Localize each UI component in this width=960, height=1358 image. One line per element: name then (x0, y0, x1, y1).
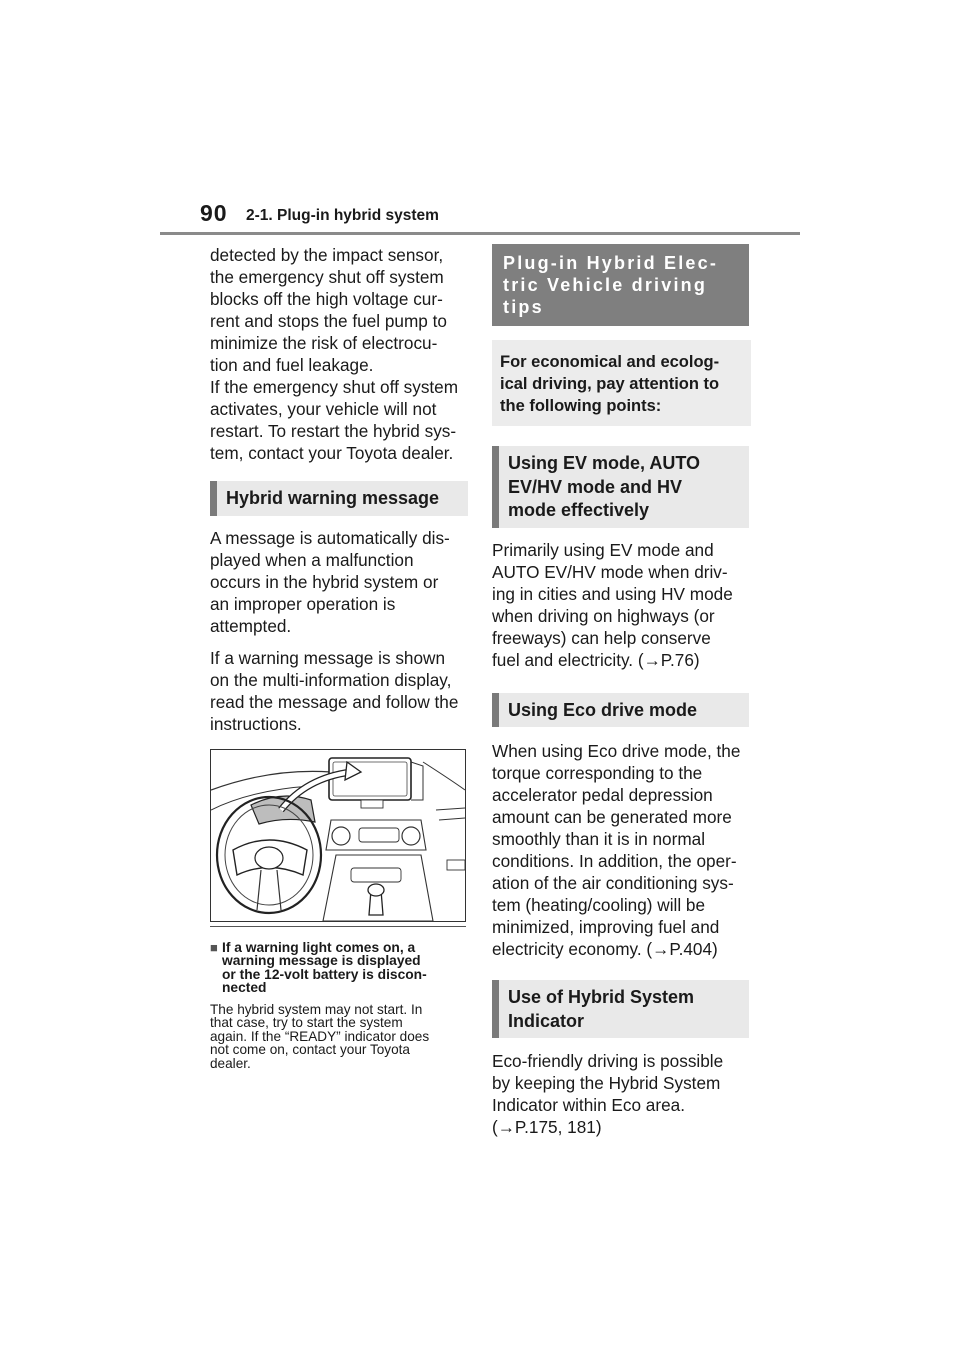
warning-paragraph-1: A message is automatically dis- played when a malfunction occurs in the hybrid system or an improper operation is attempted. (210, 527, 450, 636)
dashboard-drawing (211, 750, 465, 921)
note-heading (210, 941, 472, 995)
right-column (492, 244, 754, 1138)
note-body: The hybrid system may not start. In that case, try to start the system again. If the “READY” indicator does not come on, contact your Toyota dealer. (210, 1001, 430, 1071)
note-title: If a warning light comes on, a warning message is displayed or the 12-volt battery is discon- nected (222, 939, 427, 995)
intro-paragraph-1: detected by the impact sensor, the emergency shut off system blocks off the high voltage cur- rent and stops the fuel pump to minimize the risk of electrocu- tion and fuel leakage. (210, 245, 447, 375)
square-bullet-icon: ■ (210, 939, 218, 955)
header-divider (160, 232, 800, 235)
page-number: 90 (200, 200, 228, 226)
left-column (210, 244, 472, 1070)
section-heading-ev-mode: Using EV mode, AUTO EV/HV mode and HV mode effectively (492, 446, 749, 528)
dashboard-illustration (210, 749, 466, 922)
eco-drive-paragraph: When using Eco drive mode, the torque corresponding to the accelerator pedal depression amount can be generated more smoothly than it is in normal conditions. In addition, the oper- ation of the air conditioning sys- tem (heating/cooling) will be minimized, improving fuel and electricity economy. (→P.404) (492, 741, 741, 959)
driving-tips-lead: For economical and ecolog- ical driving, pay attention to the following points: (492, 340, 751, 426)
section-heading-hybrid-warning: Hybrid warning message (210, 481, 468, 516)
chapter-title: 2-1. Plug-in hybrid system (246, 207, 439, 224)
hybrid-indicator-paragraph: Eco-friendly driving is possible by keeping the Hybrid System Indicator within Eco area. (→P.175, 181) (492, 1051, 724, 1137)
section-heading-hybrid-indicator: Use of Hybrid System Indicator (492, 980, 749, 1038)
section-heading-eco-drive: Using Eco drive mode (492, 693, 749, 728)
ev-mode-paragraph: Primarily using EV mode and AUTO EV/HV mode when driv- ing in cities and using HV mode when driving on highways (or freeways) can help conserve fuel and electricity. (→P.76) (492, 539, 733, 670)
intro-paragraph-2: If the emergency shut off system activates, your vehicle will not restart. To restart the hybrid sys- tem, contact your Toyota dealer. (210, 377, 459, 463)
warning-paragraph-2: If a warning message is shown on the multi-information display, read the message and follow the instructions. (210, 647, 459, 734)
figure-divider (210, 926, 466, 927)
driving-tips-heading: Plug-in Hybrid Elec- tric Vehicle driving tips (492, 244, 749, 326)
